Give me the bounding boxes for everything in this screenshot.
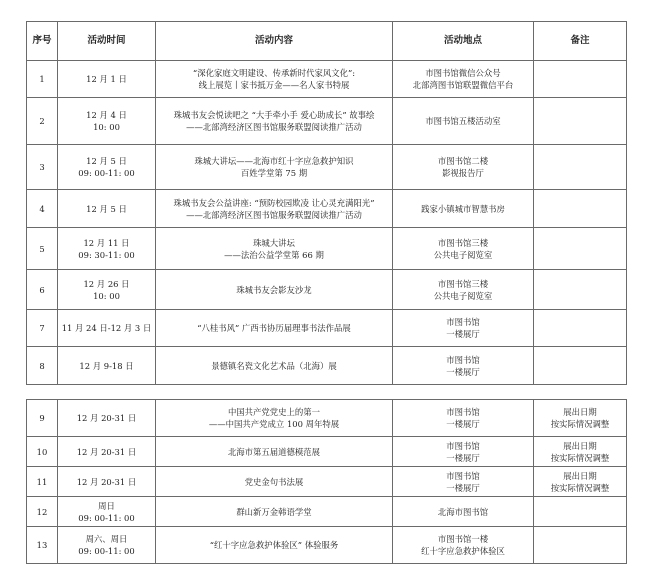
row-time-line: 12 月 4 日	[86, 110, 127, 120]
row-no: 7	[27, 310, 58, 347]
row-place-line: 一楼展厅	[446, 452, 480, 463]
row-content	[156, 228, 393, 270]
row-time-line: 12 月 20-31 日	[76, 446, 137, 457]
row-content-line: 中国共产党党史上的第一	[227, 407, 321, 417]
row-content-line: “红十字应急救护体验区” 体验服务	[209, 540, 339, 550]
table-row	[27, 61, 627, 98]
header-time: 活动时间	[58, 22, 156, 61]
row-place-line: 市图书馆	[446, 470, 480, 481]
row-note-line: 展出日期	[563, 440, 597, 451]
row-time	[58, 270, 156, 310]
row-time-line: 周日	[98, 500, 115, 511]
row-time-line: 12 月 11 日	[83, 237, 130, 248]
row-content	[156, 497, 393, 527]
row-place-line: 市图书馆	[446, 440, 480, 451]
row-content-line: 百姓学堂第 75 期	[240, 168, 308, 178]
row-content-line: “深化家庭文明建设、传承新时代家风文化”:	[192, 68, 356, 78]
row-content-line: ——法治公益学堂第 66 期	[224, 249, 324, 260]
row-time-line: 12 月 26 日	[83, 278, 130, 289]
table-row	[27, 145, 627, 190]
row-time-line: 12 月 1 日	[86, 74, 127, 84]
row-time-line: 12 月 9-18 日	[79, 360, 134, 371]
header-content: 活动内容	[156, 22, 393, 61]
row-content-line: 线上展览丨家书抵万金——名人家书特展	[198, 80, 350, 90]
row-content-line: 珠城书友会影友沙龙	[236, 284, 312, 295]
row-note	[534, 310, 627, 347]
row-no: 4	[27, 190, 58, 228]
row-no: 9	[27, 400, 58, 437]
row-content	[156, 61, 393, 98]
row-time-line: 12 月 5 日	[86, 156, 127, 166]
row-time-line: 11 月 24 日-12 月 3 日	[61, 323, 152, 333]
row-time-line: 10: 00	[93, 122, 120, 132]
row-place-line: 市图书馆五楼活动室	[425, 116, 501, 126]
table-row	[27, 347, 627, 385]
row-place-line: 一楼展厅	[446, 366, 480, 377]
row-place-line: 一楼展厅	[446, 419, 480, 429]
row-place-line: 市图书馆一楼	[437, 534, 489, 544]
row-content-line: 北海市第五届道德模范展	[227, 446, 321, 457]
row-time	[58, 98, 156, 145]
row-no: 12	[27, 497, 58, 527]
row-place	[393, 310, 534, 347]
row-note	[534, 400, 627, 437]
row-note	[534, 98, 627, 145]
row-place	[393, 527, 534, 564]
row-time-line: 10: 00	[93, 290, 120, 301]
row-note-line: 按实际情况调整	[550, 482, 610, 493]
header-row	[27, 22, 627, 61]
row-no: 1	[27, 61, 58, 98]
row-time	[58, 61, 156, 98]
row-place-line: 市图书馆微信公众号	[425, 68, 501, 78]
row-place-line: 一楼展厅	[446, 329, 480, 339]
table-row	[27, 270, 627, 310]
row-no: 5	[27, 228, 58, 270]
row-time	[58, 347, 156, 385]
row-note	[534, 270, 627, 310]
row-place-line: 市图书馆二楼	[437, 156, 489, 166]
row-place	[393, 61, 534, 98]
row-time	[58, 190, 156, 228]
row-time-line: 09: 00-11: 00	[78, 546, 135, 556]
row-no: 2	[27, 98, 58, 145]
row-note	[534, 347, 627, 385]
row-no: 10	[27, 437, 58, 467]
row-place	[393, 145, 534, 190]
row-content	[156, 400, 393, 437]
row-no: 13	[27, 527, 58, 564]
row-place-line: 红十字应急救护体验区	[421, 546, 505, 556]
row-no: 3	[27, 145, 58, 190]
row-content	[156, 437, 393, 467]
table-row	[27, 310, 627, 347]
table-row	[27, 228, 627, 270]
row-time-line: 09: 00-11: 00	[78, 512, 135, 523]
row-no: 6	[27, 270, 58, 310]
row-no: 8	[27, 347, 58, 385]
row-place	[393, 190, 534, 228]
row-place	[393, 497, 534, 527]
row-note-line: 展出日期	[563, 407, 597, 417]
activity-table-part-1	[26, 21, 627, 385]
row-content-line: 景德镇名瓷文化艺术品（北海）展	[211, 360, 337, 371]
row-content-line: 珠城书友会悦读吧之 “大手牵小手 爱心助成长” 故事绘	[173, 110, 375, 120]
row-time	[58, 400, 156, 437]
header-place: 活动地点	[393, 22, 534, 61]
row-content	[156, 527, 393, 564]
row-place	[393, 437, 534, 467]
activity-table-part-2	[26, 399, 627, 564]
row-place	[393, 228, 534, 270]
header-note: 备注	[534, 22, 627, 61]
row-content	[156, 310, 393, 347]
row-note	[534, 467, 627, 497]
row-note	[534, 437, 627, 467]
row-place-line: 市图书馆	[446, 407, 480, 417]
row-time-line: 12 月 20-31 日	[76, 476, 137, 487]
row-note	[534, 145, 627, 190]
row-place-line: 一楼展厅	[446, 482, 480, 493]
row-content-line: 党史金句书法展	[244, 476, 304, 487]
row-time	[58, 467, 156, 497]
row-place-line: 市图书馆	[446, 317, 480, 327]
row-time-line: 12 月 5 日	[86, 203, 127, 214]
row-time-line: 周六、周日	[85, 534, 128, 544]
row-place	[393, 98, 534, 145]
row-content	[156, 270, 393, 310]
row-place-line: 北海市图书馆	[437, 506, 489, 517]
row-content	[156, 190, 393, 228]
row-place-line: 影视报告厅	[442, 168, 484, 178]
row-content-line: 珠城大讲坛	[253, 237, 295, 248]
row-content-line: 群山新万金韩语学堂	[236, 506, 312, 517]
row-content-line: “八桂书风” 广西书协历届理事书法作品展	[197, 323, 351, 333]
row-time	[58, 310, 156, 347]
row-time	[58, 228, 156, 270]
table-row	[27, 98, 627, 145]
row-note-line: 按实际情况调整	[550, 452, 610, 463]
row-place-line: 公共电子阅览室	[433, 249, 493, 260]
row-content-line: ——中国共产党成立 100 周年特展	[208, 419, 340, 429]
row-content-line: ——北部湾经济区图书馆服务联盟阅读推广活动	[186, 122, 362, 132]
row-content	[156, 467, 393, 497]
row-place-line: 市图书馆	[446, 354, 480, 365]
row-place-line: 北部湾图书馆联盟微信平台	[412, 80, 514, 90]
row-content-line: 珠城书友会公益讲座: “预防校园欺凌 让心灵充满阳光”	[173, 197, 375, 208]
row-place	[393, 347, 534, 385]
table-row	[27, 190, 627, 228]
row-place	[393, 467, 534, 497]
row-time	[58, 527, 156, 564]
row-no: 11	[27, 467, 58, 497]
table-row	[27, 467, 627, 497]
row-time	[58, 497, 156, 527]
row-place-line: 践家小镇城市智慧书房	[421, 203, 505, 214]
table-row	[27, 400, 627, 437]
row-content	[156, 347, 393, 385]
row-time-line: 09: 30-11: 00	[78, 249, 135, 260]
row-time-line: 12 月 20-31 日	[76, 413, 137, 423]
row-content-line: ——北部湾经济区图书馆服务联盟阅读推广活动	[186, 209, 362, 220]
row-note	[534, 527, 627, 564]
row-place	[393, 400, 534, 437]
row-place-line: 公共电子阅览室	[433, 290, 493, 301]
table-row	[27, 437, 627, 467]
row-note	[534, 190, 627, 228]
row-place-line: 市图书馆三楼	[437, 237, 489, 248]
header-no: 序号	[27, 22, 58, 61]
row-place	[393, 270, 534, 310]
row-note-line: 展出日期	[563, 470, 597, 481]
row-time-line: 09: 00-11: 00	[78, 168, 135, 178]
row-note-line: 按实际情况调整	[550, 419, 610, 429]
row-place-line: 市图书馆三楼	[437, 278, 489, 289]
row-time	[58, 437, 156, 467]
table-row	[27, 527, 627, 564]
row-note	[534, 497, 627, 527]
row-content-line: 珠城大讲坛——北海市红十字应急救护知识	[194, 156, 354, 166]
row-content	[156, 98, 393, 145]
row-note	[534, 61, 627, 98]
row-time	[58, 145, 156, 190]
row-content	[156, 145, 393, 190]
row-note	[534, 228, 627, 270]
table-row	[27, 497, 627, 527]
